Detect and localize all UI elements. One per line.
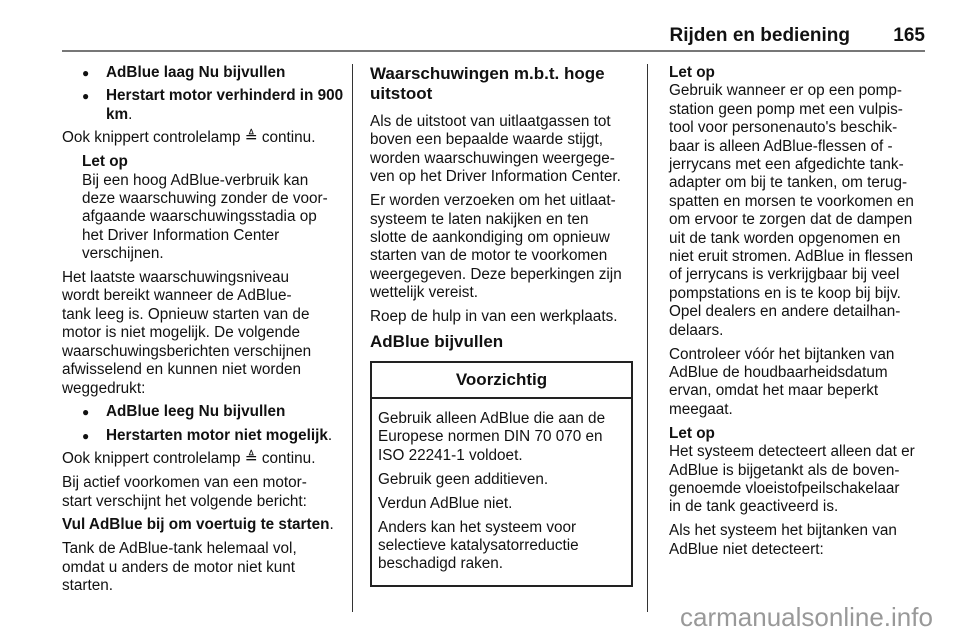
text-line: verschijnen. <box>82 245 164 263</box>
text-line: ● AdBlue laag Nu bijvullen <box>106 64 286 81</box>
text-line: adapter om bij te tanken, om terug- <box>669 174 908 192</box>
text-line: Roep de hulp in van een werkplaats. <box>370 308 618 326</box>
text-line: AdBlue is bijgetankt als de boven- <box>669 461 900 479</box>
paragraph <box>62 269 347 398</box>
caution-paragraph <box>378 410 625 465</box>
punctuation: . <box>327 426 333 444</box>
text-line: worden waarschuwingen weergege- <box>370 149 615 167</box>
text-line: wettelijk vereist. <box>370 284 478 302</box>
text-line: Er worden verzoeken om het uitlaat- <box>370 192 616 210</box>
text-line: Als het systeem het bijtanken van <box>669 522 897 540</box>
text-bold: Herstarten motor niet mogelijk <box>106 426 328 444</box>
text-line: Bij actief voorkomen van een motor- <box>62 474 307 492</box>
text-line: beschadigd raken. <box>378 555 504 573</box>
note <box>669 64 959 340</box>
text-line: meegaat. <box>669 400 733 418</box>
paragraph <box>62 450 347 468</box>
text-line: waarschuwingsberichten verschijnen <box>62 342 312 360</box>
text-line: afwisselend en kunnen niet worden <box>62 361 301 379</box>
bullet-item <box>62 427 347 445</box>
text-line: station geen pomp met een vulpis- <box>669 100 903 118</box>
caution-paragraph <box>378 495 625 513</box>
paragraph <box>669 522 959 559</box>
note <box>669 425 959 517</box>
text-line: boven een bepaalde waarde stijgt, <box>370 131 604 149</box>
text-line: spatten en morsen te voorkomen en <box>669 192 914 210</box>
text-line: weergegeven. Deze beperkingen zijn <box>370 265 622 283</box>
text-line: Anders kan het systeem voor <box>378 518 577 536</box>
text-line: Waarschuwingen m.b.t. hoge <box>370 64 605 83</box>
text-line: Let op <box>669 424 715 442</box>
column-2 <box>370 64 635 587</box>
text-line: ● AdBlue leeg Nu bijvullen <box>106 403 286 421</box>
text-line <box>106 427 347 445</box>
text-line: weggedrukt: <box>62 379 146 397</box>
caution-paragraph <box>378 471 625 489</box>
punctuation: . <box>329 516 334 534</box>
text-line: Verdun AdBlue niet. <box>378 494 513 512</box>
text-line: Het laatste waarschuwingsniveau <box>62 269 290 287</box>
text-line: in de tank geactiveerd is. <box>669 498 839 516</box>
text-line: het Driver Information Center <box>82 226 280 244</box>
section-heading <box>370 64 635 104</box>
text-line: Tank de AdBlue-tank helemaal vol, <box>62 540 297 558</box>
text-line: Opel dealers en andere detailhan- <box>669 303 901 321</box>
text-line: omdat u anders de motor niet kunt <box>62 558 295 576</box>
column-3 <box>669 64 959 565</box>
bullet-item <box>62 64 347 82</box>
text-line: ● Herstart motor verhinderd in 900 <box>106 87 344 105</box>
text-line: Let op <box>82 153 128 171</box>
text-line <box>106 106 347 124</box>
text-line: Gebruik wanneer er op een pomp- <box>669 82 902 100</box>
note <box>62 153 347 263</box>
section-heading <box>370 332 635 352</box>
text-line: wordt bereikt wanneer de AdBlue- <box>62 287 292 305</box>
paragraph <box>62 129 347 147</box>
text-line: ervan, omdat het maar beperkt <box>669 382 879 400</box>
paragraph <box>370 308 635 326</box>
page-number: 165 <box>893 25 925 46</box>
punctuation: . <box>128 105 133 123</box>
column-divider <box>352 64 353 612</box>
text-line: ven op het Driver Information Center. <box>370 168 621 186</box>
text-line: AdBlue bijvullen <box>370 331 504 351</box>
text-line: Europese normen DIN 70 070 en <box>378 428 603 446</box>
text-line: ISO 22241-1 voldoet. <box>378 446 523 464</box>
text-line: selectieve katalysatorreductie <box>378 536 579 554</box>
caution-paragraph <box>378 519 625 574</box>
text-line: starten van de motor te voorkomen <box>370 247 608 265</box>
text-line: AdBlue de houdbaarheidsdatum <box>669 364 888 381</box>
text-line: baar is alleen AdBlue-flessen of - <box>669 137 893 155</box>
text-line: Controleer vóór het bijtanken van <box>669 345 895 363</box>
text-line: Ook knippert controlelamp ≜ continu. <box>62 450 316 468</box>
text-line: genoemde vloeistofpeilschakelaar <box>669 479 900 497</box>
text-line: Ook knippert controlelamp ≜ continu. <box>62 129 316 147</box>
text-line: start verschijnt het volgende bericht: <box>62 492 307 510</box>
paragraph <box>669 346 959 420</box>
text-line: slotte de aankondiging om opnieuw <box>370 228 610 246</box>
paragraph <box>62 474 347 511</box>
text-line: jerrycans met een afgedichte tank- <box>669 156 904 174</box>
text-line: uitstoot <box>370 84 433 103</box>
caution-box <box>370 361 633 587</box>
text-line: afgaande waarschuwingsstadia op <box>82 208 317 226</box>
paragraph <box>370 192 635 302</box>
text-line: uit de tank worden opgenomen en <box>669 229 901 247</box>
column-divider <box>647 64 648 612</box>
text-line: niet eruit stromen. AdBlue in flessen <box>669 248 914 266</box>
text-line: tool voor personenauto's beschik- <box>669 119 898 137</box>
text-line: deze waarschuwing zonder de voor- <box>82 189 328 207</box>
text-line: Bij een hoog AdBlue-verbruik kan <box>82 171 309 189</box>
text-bold: km <box>106 105 129 123</box>
bullet-item <box>62 87 347 124</box>
text-line: systeem te laten nakijken en ten <box>370 210 589 228</box>
watermark: carmanualsonline.info <box>680 602 933 632</box>
paragraph <box>62 540 347 595</box>
text-line: tank leeg is. Opnieuw starten van de <box>62 305 310 323</box>
column-1 <box>62 64 347 601</box>
text-bold: Vul AdBlue bij om voertuig te starten <box>62 516 330 534</box>
paragraph <box>370 113 635 187</box>
text-line: motor is niet mogelijk. De volgende <box>62 324 301 342</box>
text-line: AdBlue niet detecteert: <box>669 540 824 558</box>
text-line <box>62 516 347 534</box>
bullet-item <box>62 403 347 421</box>
text-line: Als de uitstoot van uitlaatgassen tot <box>370 113 611 130</box>
header-rule <box>62 50 925 52</box>
text-line: Gebruik geen additieven. <box>378 470 549 488</box>
text-line: Gebruik alleen AdBlue die aan de <box>378 409 606 427</box>
text-line: pompstations en is te koop bij bijv. <box>669 284 901 302</box>
text-line: delaars. <box>669 321 724 339</box>
text-line: Het systeem detecteert alleen dat er <box>669 443 915 461</box>
section-title: Rijden en bediening <box>669 25 850 46</box>
text-line: Let op <box>669 64 715 81</box>
text-line: om ervoor te zorgen dat de dampen <box>669 211 913 229</box>
text-line: starten. <box>62 577 114 595</box>
paragraph <box>62 516 347 534</box>
text-line: of jerrycans is verkrijgbaar bij veel <box>669 266 900 284</box>
caution-title: Voorzichtig <box>372 363 631 399</box>
